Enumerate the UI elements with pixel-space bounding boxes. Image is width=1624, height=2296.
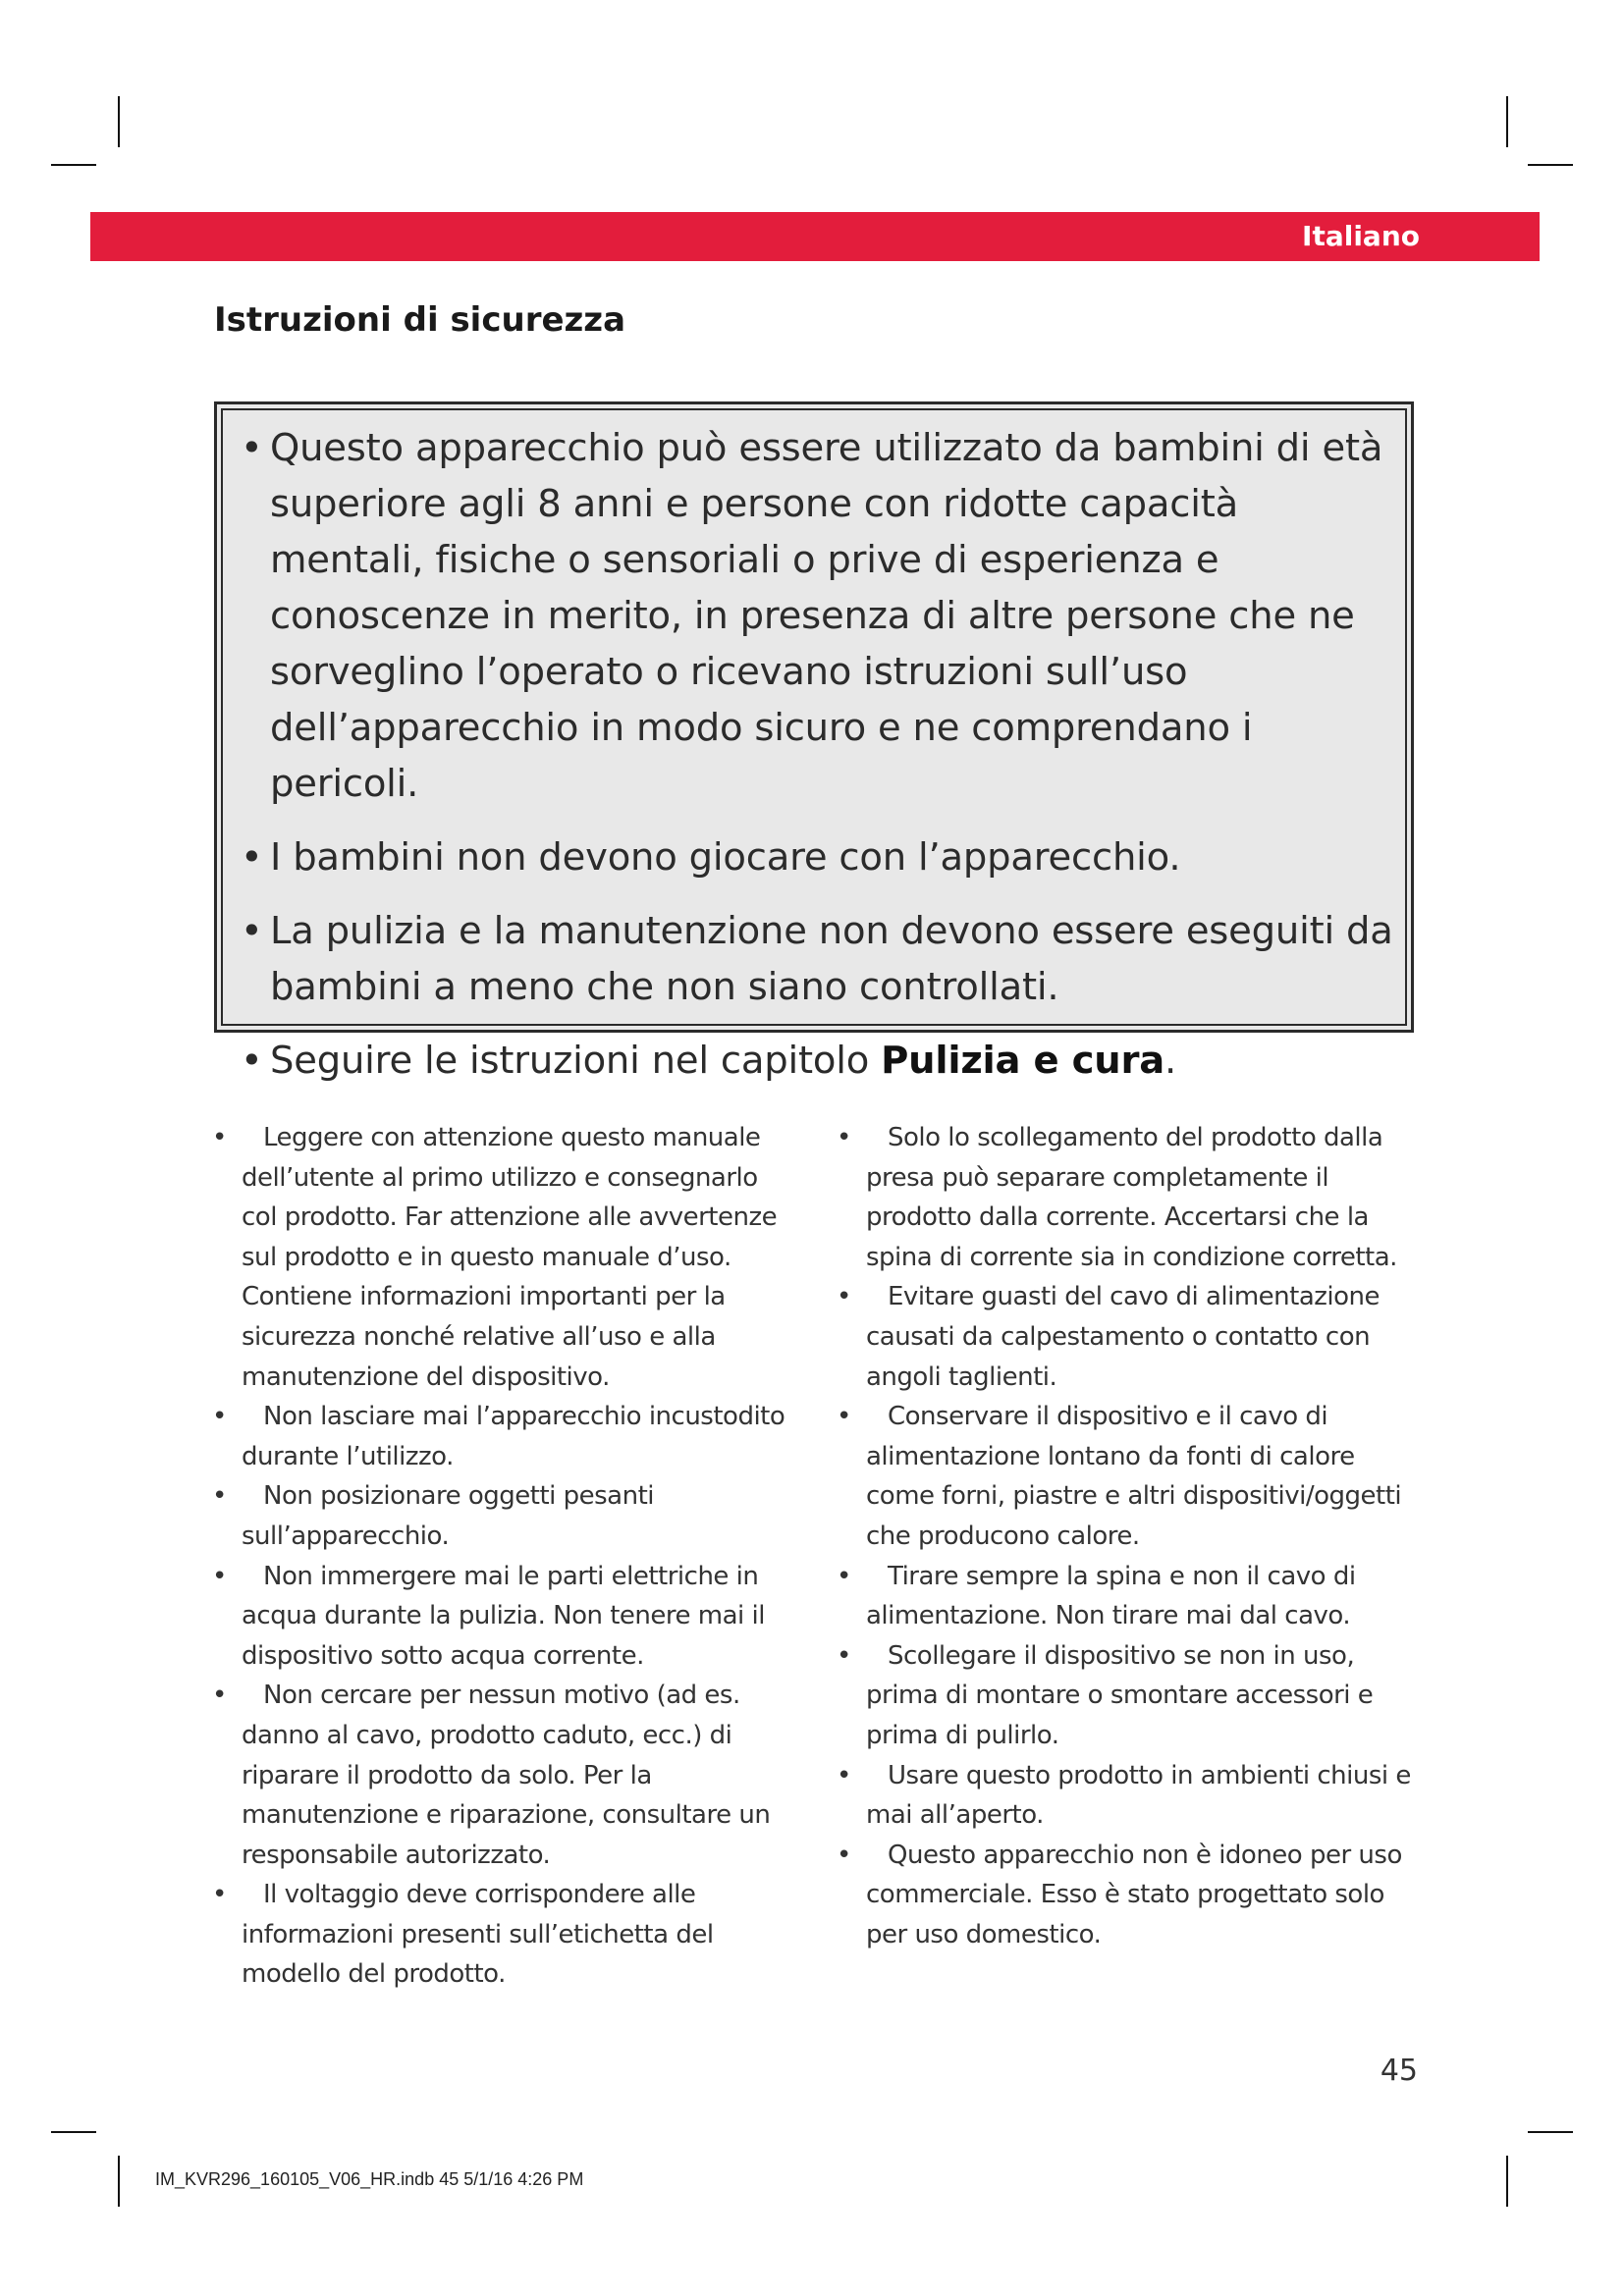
warning-item: [241, 829, 1395, 885]
list-item-text: Leggere con attenzione questo manuale dell’utente al primo utilizzo e consegnarlo col prodotto. Far attenzione alle avvertenze sul prodotto e in questo manuale d’uso. Contiene informazioni importanti per la sicurezza nonché relative all’uso e alla manutenzione del dispositivo.: [242, 1123, 778, 1392]
warning-text: I bambini non devono giocare con l’apparecchio.: [270, 835, 1181, 880]
crop-mark: [1506, 2156, 1508, 2207]
warning-list: [217, 404, 1411, 1089]
list-item-text: Evitare guasti del cavo di alimentazione causati da calpestamento o contatto con angoli taglienti.: [866, 1282, 1380, 1392]
crop-mark: [118, 2156, 120, 2207]
bullet-icon: •: [212, 1123, 227, 1152]
bullet-icon: •: [837, 1561, 851, 1591]
list-item: [208, 1676, 797, 1875]
bullet-icon: •: [837, 1282, 851, 1312]
bullet-icon: •: [241, 426, 263, 470]
list-item: [833, 1756, 1422, 1836]
warning-text: Questo apparecchio può essere utilizzato da bambini di età superiore agli 8 anni e persone con ridotte capacità mentali, fisiche o sensoriali o prive di esperienza e conoscenze in merito, in presenza di altre persone che ne sorveglino l’operato o ricevano istruzioni sull’uso dell’apparecchio in modo sicuro e ne comprendano i pericoli.: [270, 426, 1383, 806]
print-slug: IM_KVR296_160105_V06_HR.indb 45 5/1/16 4:26 PM: [155, 2169, 584, 2189]
left-column: [208, 1118, 797, 1995]
page-title: Istruzioni di sicurezza: [214, 300, 626, 340]
crop-mark: [1528, 2131, 1573, 2133]
list-item: [833, 1636, 1422, 1756]
bullet-icon: •: [837, 1760, 851, 1790]
crop-mark: [51, 2131, 96, 2133]
bullet-icon: •: [212, 1402, 227, 1432]
bullet-icon: •: [837, 1840, 851, 1870]
list-item-text: Non immergere mai le parti elettriche in acqua durante la pulizia. Non tenere mai il dispositivo sotto acqua corrente.: [242, 1561, 765, 1671]
safety-list-right: [833, 1118, 1422, 1954]
crop-mark: [1528, 164, 1573, 166]
list-item-text: Tirare sempre la spina e non il cavo di alimentazione. Non tirare mai dal cavo.: [866, 1561, 1356, 1631]
bullet-icon: •: [837, 1402, 851, 1432]
list-item: [208, 1397, 797, 1476]
bullet-icon: •: [212, 1681, 227, 1711]
list-item: [208, 1557, 797, 1677]
list-item-text: Conservare il dispositivo e il cavo di alimentazione lontano da fonti di calore come forni, piastre e altri dispositivi/oggetti che producono calore.: [866, 1402, 1402, 1551]
list-item: [208, 1476, 797, 1556]
chapter-reference: Pulizia e cura: [881, 1039, 1165, 1083]
warning-text: La pulizia e la manutenzione non devono essere eseguiti da bambini a meno che non siano controllati.: [270, 909, 1393, 1009]
warning-item: [241, 420, 1395, 812]
list-item-text: Solo lo scollegamento del prodotto dalla presa può separare completamente il prodotto dalla corrente. Accertarsi che la spina di corrente sia in condizione corretta.: [866, 1123, 1397, 1272]
list-item: [208, 1875, 797, 1995]
language-header-bar: [90, 212, 1540, 261]
bullet-icon: •: [212, 1481, 227, 1512]
warning-text: Seguire le istruzioni nel capitolo: [270, 1039, 882, 1083]
list-item: [833, 1118, 1422, 1277]
warning-box: [214, 401, 1414, 1083]
list-item-text: Non lasciare mai l’apparecchio incustodito durante l’utilizzo.: [242, 1402, 785, 1471]
bullet-icon: •: [837, 1640, 851, 1671]
warning-item: [241, 1033, 1395, 1089]
page-number: 45: [1380, 2054, 1418, 2088]
list-item: [208, 1118, 797, 1397]
list-item: [833, 1277, 1422, 1397]
bullet-icon: •: [241, 909, 263, 953]
bullet-icon: •: [241, 1039, 263, 1083]
list-item-text: Il voltaggio deve corrispondere alle informazioni presenti sull’etichetta del modello del prodotto.: [242, 1880, 714, 1990]
list-item: [833, 1397, 1422, 1556]
list-item: [833, 1557, 1422, 1636]
bullet-icon: •: [212, 1561, 227, 1591]
list-item-text: Questo apparecchio non è idoneo per uso commerciale. Esso è stato progettato solo per uso domestico.: [866, 1840, 1402, 1949]
list-item-text: Non posizionare oggetti pesanti sull’apparecchio.: [242, 1481, 655, 1551]
list-item: [833, 1836, 1422, 1955]
safety-list-left: [208, 1118, 797, 1995]
bullet-icon: •: [837, 1123, 851, 1152]
bullet-icon: •: [212, 1880, 227, 1910]
list-item-text: Non cercare per nessun motivo (ad es. danno al cavo, prodotto caduto, ecc.) di riparare il prodotto da solo. Per la manutenzione e riparazione, consultare un responsabile autorizzato.: [242, 1681, 771, 1870]
bullet-icon: •: [241, 835, 263, 880]
list-item-text: Scollegare il dispositivo se non in uso, prima di montare o smontare accessori e prima di pulirlo.: [866, 1640, 1374, 1750]
crop-mark: [1506, 96, 1508, 147]
crop-mark: [51, 164, 96, 166]
list-item-text: Usare questo prodotto in ambienti chiusi e mai all’aperto.: [866, 1760, 1411, 1831]
warning-item: [241, 903, 1395, 1015]
warning-text-end: .: [1164, 1039, 1177, 1083]
language-label: Italiano: [1302, 220, 1420, 252]
crop-mark: [118, 96, 120, 147]
right-column: [833, 1118, 1422, 1954]
